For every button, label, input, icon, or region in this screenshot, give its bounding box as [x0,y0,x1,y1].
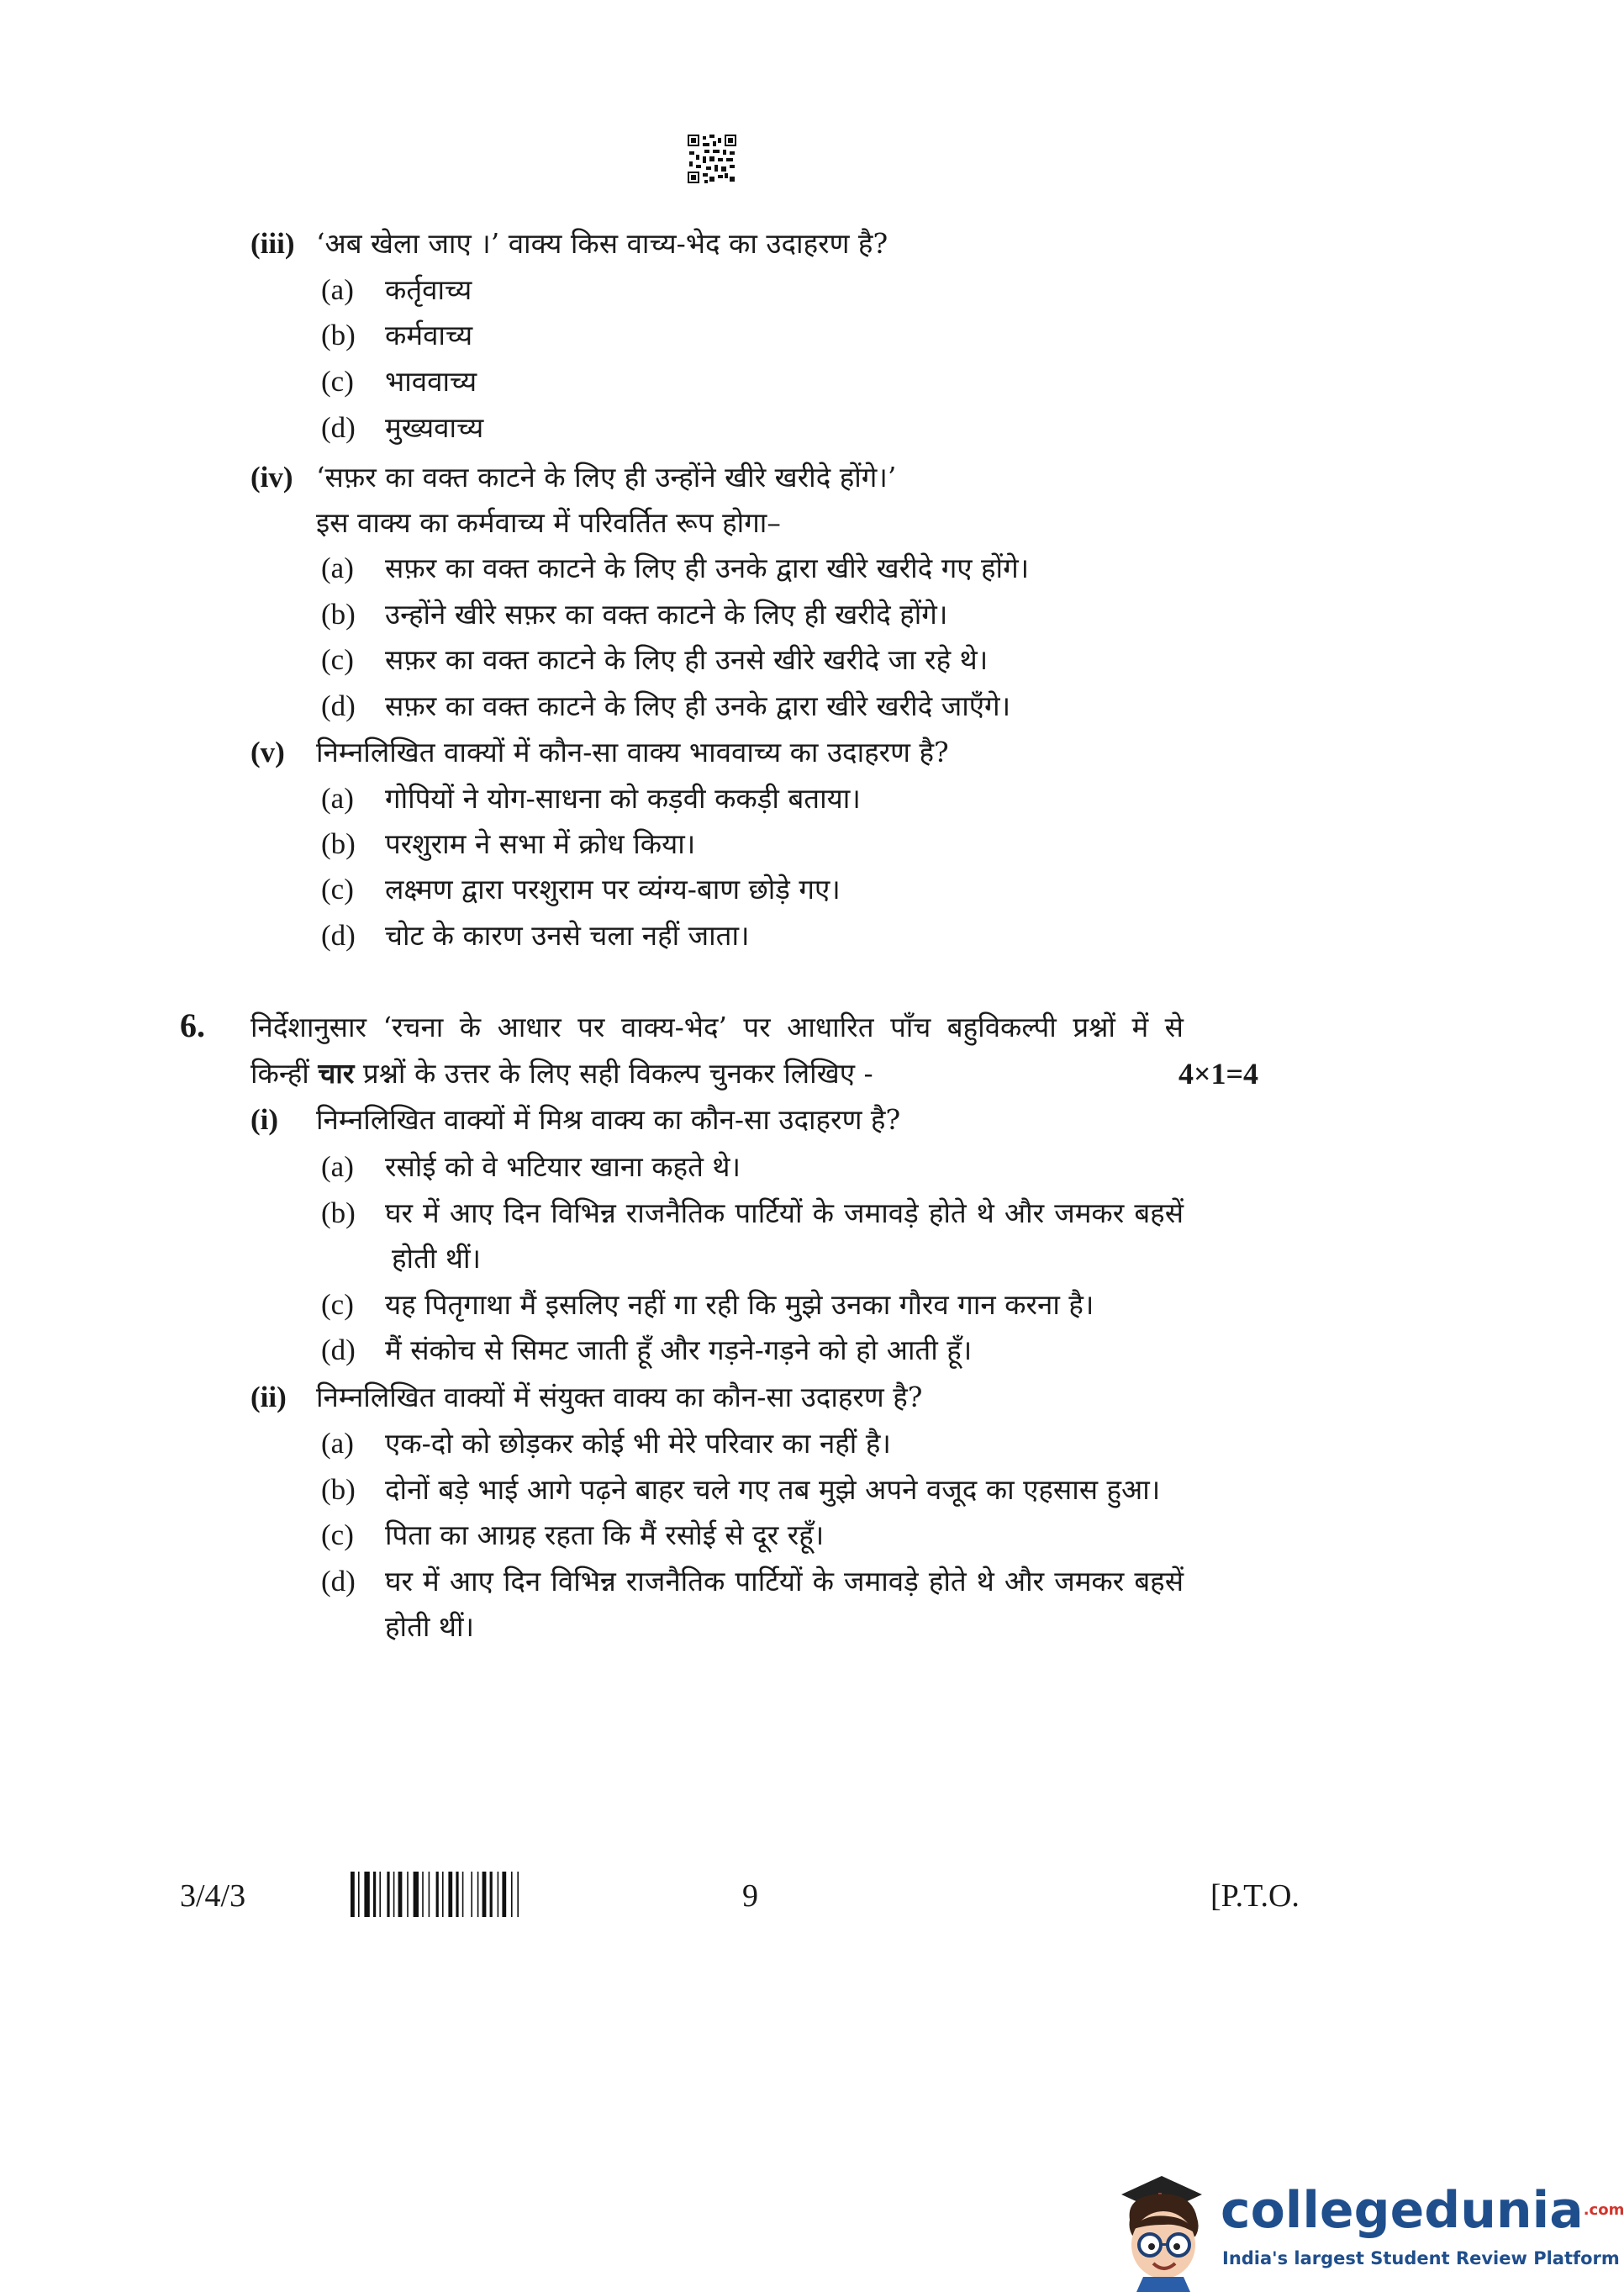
q6-i-option-a-label: (a) [321,1150,354,1183]
paper-code: 3/4/3 [180,1878,246,1914]
q6-ii-option-d: घर में आए दिन विभिन्न राजनैतिक पार्टियों के जमावड़े होते थे और जमकर बहसें [385,1565,1184,1598]
q5-v-option-d: चोट के कारण उनसे चला नहीं जाता। [385,919,750,952]
q5-v-option-a: गोपियों ने योग-साधना को कड़वी ककड़ी बताया। [385,782,861,815]
q6-ii-number: (ii) [250,1381,287,1413]
q6-i-option-c-label: (c) [321,1288,354,1321]
q5-iv-option-c: सफ़र का वक्त काटने के लिए ही उनसे खीरे खरीदे जा रहे थे। [385,643,989,676]
q5-v-number: (v) [250,736,285,768]
barcode [351,1872,552,1917]
student-mascot-icon [1118,2169,1210,2292]
q5-v-option-b-label: (b) [321,827,356,860]
q6-instruction-post: प्रश्नों के उत्तर के लिए सही विकल्प चुनकर लिखिए - [354,1057,873,1090]
q5-iv-number: (iv) [250,461,293,494]
q6-ii-option-a: एक-दो को छोड़कर कोई भी मेरे परिवार का नहीं है। [385,1427,891,1460]
brand-name [1221,2181,1624,2240]
q5-iv-option-d-label: (d) [321,689,356,722]
q5-iii-option-c: भाववाच्य [385,365,477,398]
q5-iv-option-a: सफ़र का वक्त काटने के लिए ही उनके द्वारा खीरे खरीदे गए होंगे। [385,552,1030,584]
q6-i-number: (i) [250,1103,279,1136]
qr-code [688,135,736,183]
q5-iv-option-b: उन्होंने खीरे सफ़र का वक्त काटने के लिए ही खरीदे होंगे। [385,598,948,631]
q6-i-option-a: रसोई को वे भटियार खाना कहते थे। [385,1150,741,1183]
pto-marker: [P.T.O. [1210,1878,1300,1914]
q6-instruction-pre: किन्हीं [250,1057,319,1090]
q6-instruction-line1: निर्देशानुसार ‘रचना के आधार पर वाक्य-भेद’ पर आधारित पाँच बहुविकल्पी प्रश्नों में से [250,1011,1184,1043]
q6-i-option-b-label: (b) [321,1196,356,1229]
q5-iii-option-b-label: (b) [321,319,356,351]
q5-iii-option-d: मुख्यवाच्य [385,411,484,444]
q5-iii-option-b: कर्मवाच्य [385,319,473,351]
q5-iii-option-a: कर्तृवाच्य [385,273,472,306]
q5-iv-option-a-label: (a) [321,552,354,584]
q6-i-option-b-line2: होती थीं। [392,1242,482,1275]
q5-iii-option-a-label: (a) [321,273,354,306]
q5-iv-option-c-label: (c) [321,643,354,676]
q6-ii-stem: निम्नलिखित वाक्यों में संयुक्त वाक्य का कौन-सा उदाहरण है? [316,1381,923,1413]
q5-v-option-a-label: (a) [321,782,354,815]
q6-number: 6. [180,1006,205,1044]
q5-v-option-d-label: (d) [321,919,356,952]
q6-ii-option-b-label: (b) [321,1473,356,1506]
q5-v-option-c: लक्ष्मण द्वारा परशुराम पर व्यंग्य-बाण छोड़े गए। [385,873,841,906]
q6-i-stem: निम्नलिखित वाक्यों में मिश्र वाक्य का कौन-सा उदाहरण है? [316,1103,901,1136]
q5-iii-stem: ‘अब खेला जाए ।’ वाक्य किस वाच्य-भेद का उदाहरण है? [316,227,888,260]
brand-name-main: collegedunia [1221,2181,1584,2240]
q6-ii-option-d-label: (d) [321,1565,356,1598]
q5-iv-option-b-label: (b) [321,598,356,631]
q5-iv-stem-line2: इस वाक्य का कर्मवाच्य में परिवर्तित रूप होगा– [316,506,781,539]
q5-v-option-c-label: (c) [321,873,354,906]
q6-instruction-bold: चार [318,1057,355,1090]
brand-name-suffix: .com [1583,2201,1624,2219]
brand-tagline: India's largest Student Review Platform [1222,2248,1620,2268]
q6-ii-option-c: पिता का आग्रह रहता कि मैं रसोई से दूर रहूँ। [385,1518,825,1551]
q5-iii-option-c-label: (c) [321,365,354,398]
q6-i-option-b: घर में आए दिन विभिन्न राजनैतिक पार्टियों के जमावड़े होते थे और जमकर बहसें [385,1196,1184,1229]
q5-iv-option-d: सफ़र का वक्त काटने के लिए ही उनके द्वारा खीरे खरीदे जाएँगे। [385,689,1011,722]
q6-i-option-d-label: (d) [321,1333,356,1366]
q6-marks: 4×1=4 [1178,1057,1259,1091]
collegedunia-logo [1118,2169,1624,2292]
q6-i-option-d: मैं संकोच से सिमट जाती हूँ और गड़ने-गड़ने को हो आती हूँ। [385,1333,973,1366]
page-number: 9 [742,1878,758,1914]
q6-ii-option-c-label: (c) [321,1518,354,1551]
q6-i-option-c: यह पितृगाथा मैं इसलिए नहीं गा रही कि मुझे उनका गौरव गान करना है। [385,1288,1094,1321]
q6-instruction-line2 [250,1055,873,1092]
q6-ii-option-b: दोनों बड़े भाई आगे पढ़ने बाहर चले गए तब मुझे अपने वजूद का एहसास हुआ। [385,1473,1161,1506]
q5-iv-stem: ‘सफ़र का वक्त काटने के लिए ही उन्होंने खीरे खरीदे होंगे।’ [316,461,897,494]
q5-iii-number: (iii) [250,227,295,260]
q6-ii-option-d-line2: होती थीं। [385,1610,475,1643]
q5-v-stem: निम्नलिखित वाक्यों में कौन-सा वाक्य भाववाच्य का उदाहरण है? [316,736,949,768]
q5-v-option-b: परशुराम ने सभा में क्रोध किया। [385,827,696,860]
q6-ii-option-a-label: (a) [321,1427,354,1460]
q5-iii-option-d-label: (d) [321,411,356,444]
